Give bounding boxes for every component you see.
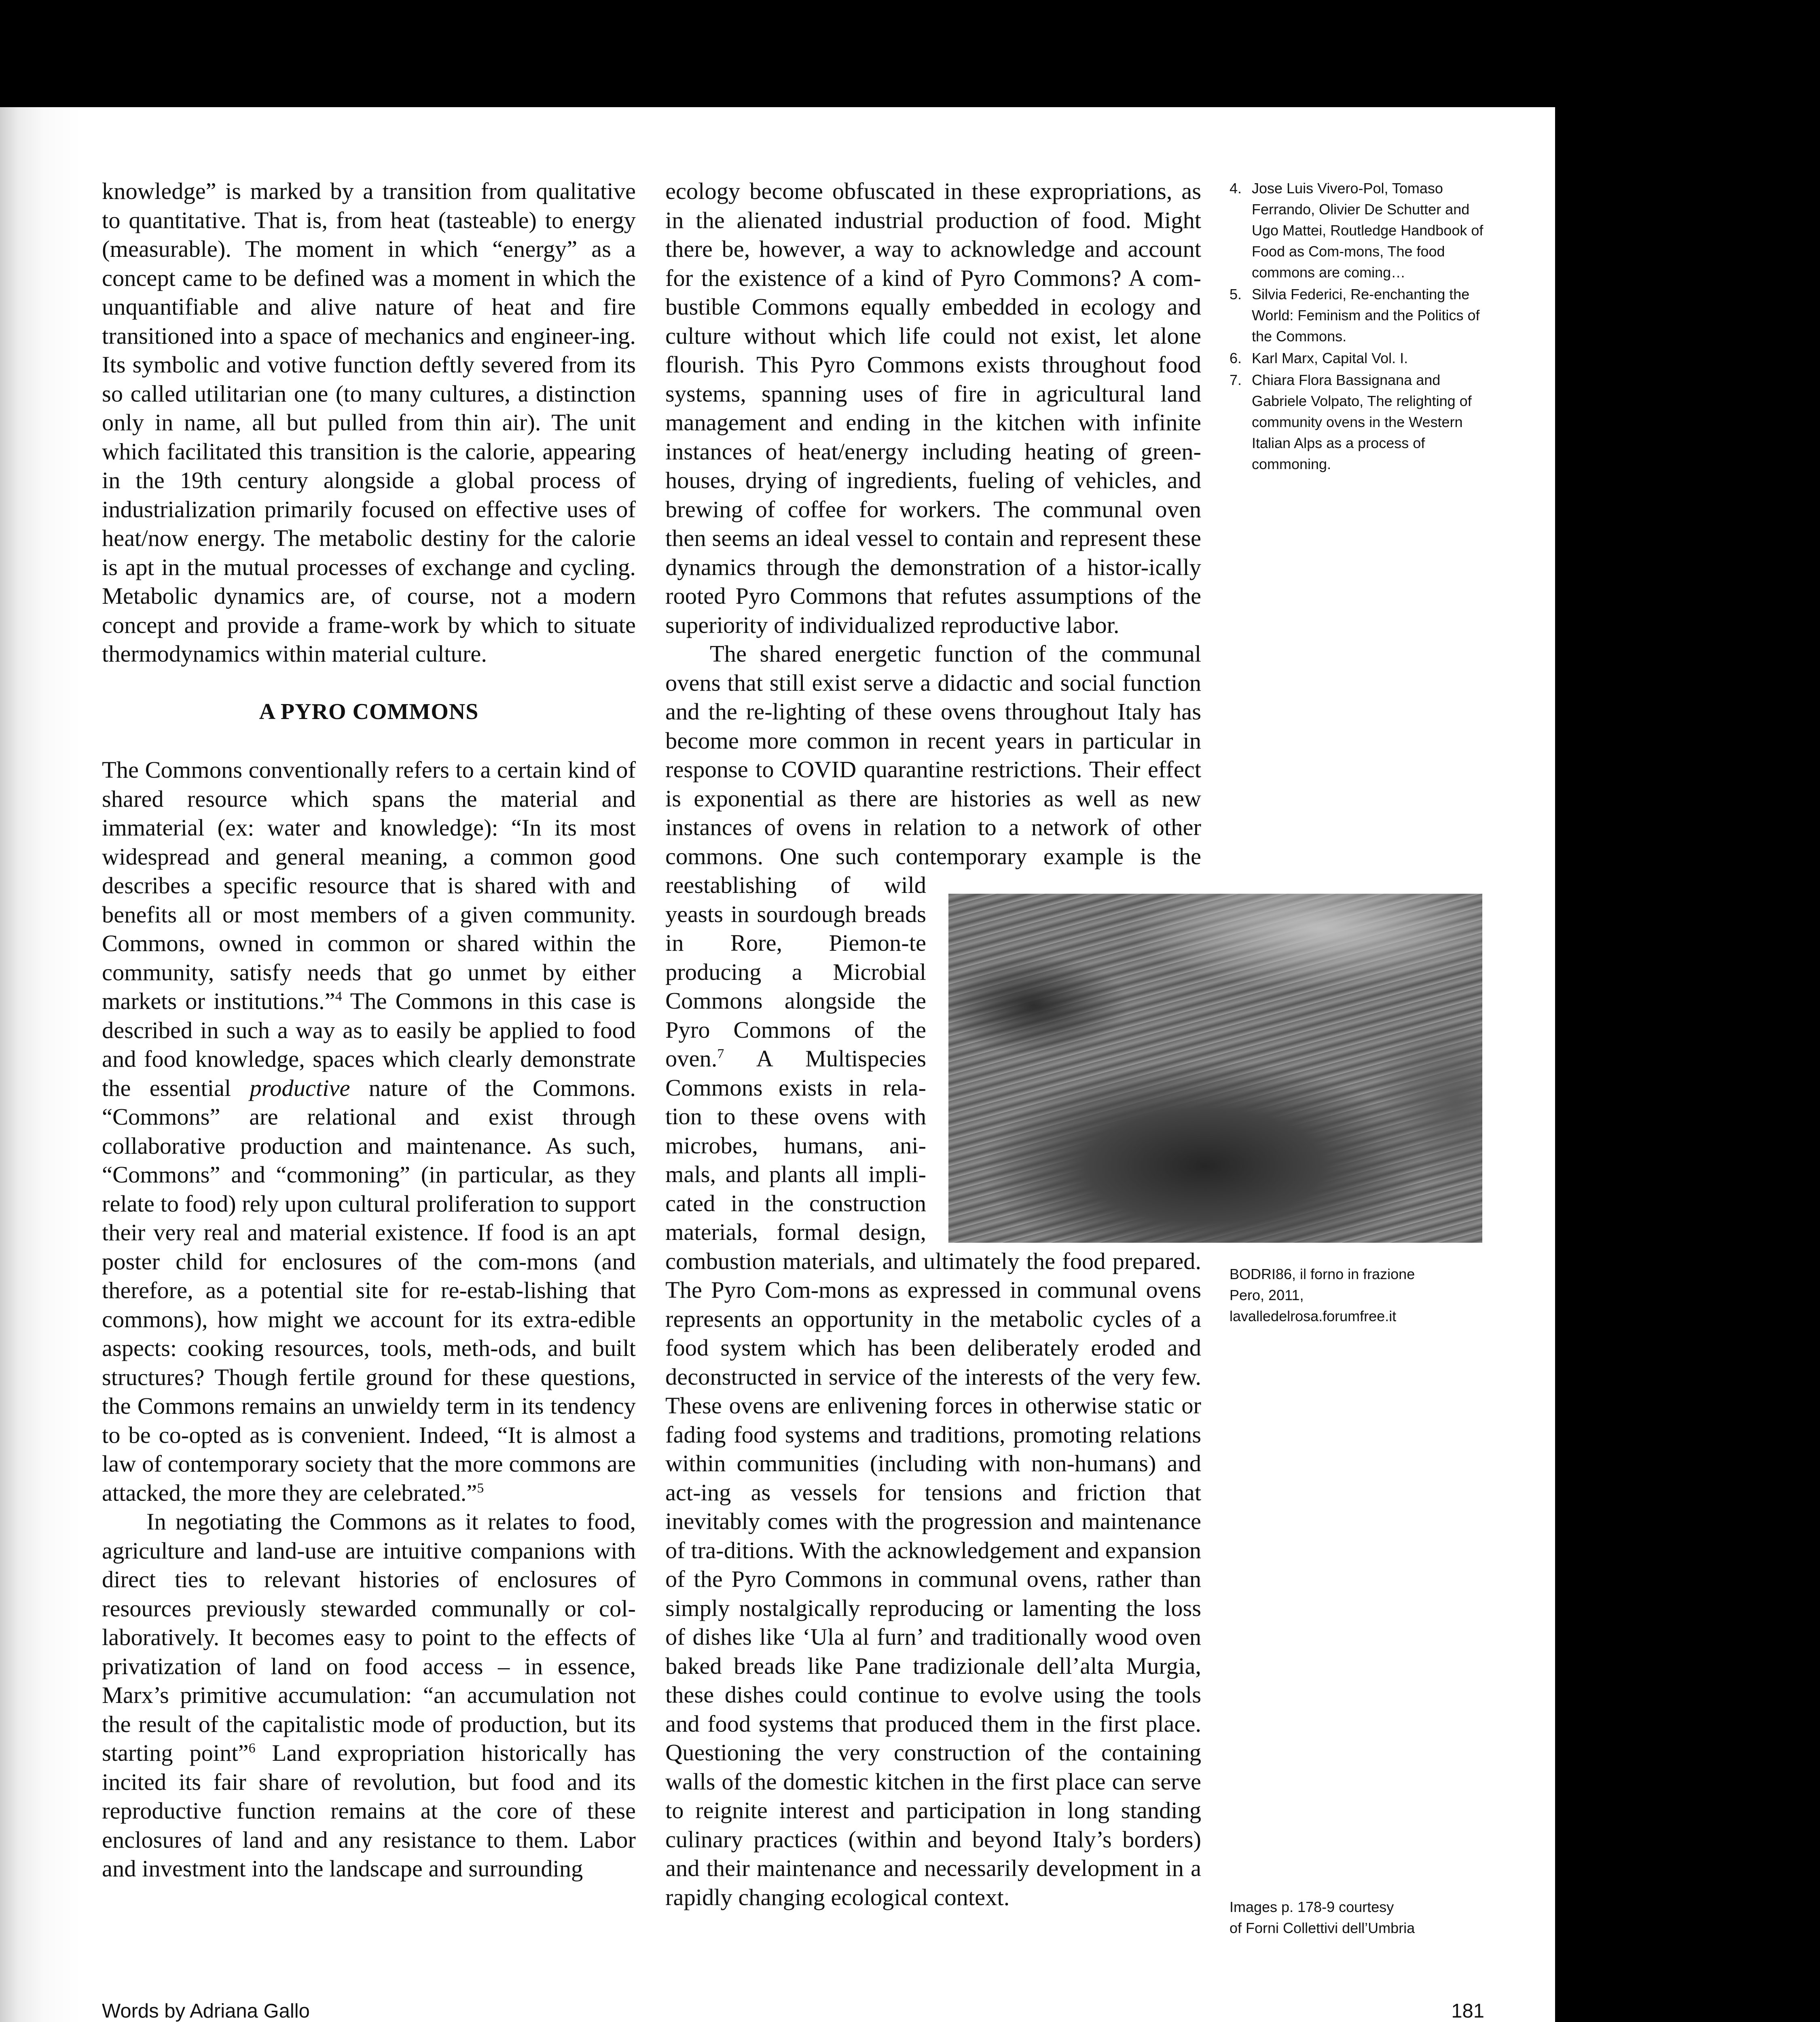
oven-interior-photo — [948, 894, 1482, 1243]
emphasis: productive — [250, 1074, 350, 1101]
footnote-item: 4. Jose Luis Vivero-Pol, Tomaso Ferrando, Olivier De Schutter and Ugo Mattei, Routledge Handbook of Food as Com-mons, The food commons are coming… — [1230, 180, 1484, 281]
footnote-item: 5. Silvia Federici, Re-enchanting the World: Feminism and the Politics of the Commons. — [1230, 286, 1480, 345]
photo-caption: BODRI86, il forno in frazione Pero, 2011, lavalledelrosa.forumfree.it — [1230, 1266, 1415, 1324]
paragraph: In negotiating the Commons as it relates to food, agriculture and land-use are intuitive companions with direct ties to relevant histories of enclosures of resources previously stewarded communally or col-laboratively. It becomes easy to point to the effects of privatization of land on food access – in essence, Marx’s primitive accumulation: “an accumulation not the result of the capitalistic mode of production, but its starting point”$^6$ Land expropriation historically has incited its fair share of revolution, but food and its reproductive function remains at the core of these enclosures of land and any resistance to them. Labor and investment into the landscape and surrounding — [102, 1508, 636, 1882]
section-heading: A PYRO COMMONS — [259, 699, 479, 724]
paragraph: ecology become obfuscated in these expropriations, as in the alienated industrial production of food. Might there be, however, a way to acknowledge and account for the existence of a kind of Pyro Commons? A com-bustible Commons equally embedded in ecology and culture without which life could not exist, let alone flourish. This Pyro Commons exists throughout food systems, spanning uses of fire in agricultural land management and ending in the kitchen with infinite instances of heat/energy including heating of green-houses, drying of ingredients, fueling of vehicles, and brewing of coffee for workers. The communal oven then seems an ideal vessel to contain and represent these dynamics through the demonstration of a histor-ically rooted Pyro Commons that refutes assumptions of the superiority of individualized reproductive labor. — [665, 178, 1201, 638]
footnote-item: 7. Chiara Flora Bassignana and Gabriele Volpato, The relighting of community ovens in the Western Italian Alps as a process of commoning. — [1230, 372, 1472, 472]
footnote-ref-6: 6 — [248, 1741, 256, 1756]
image-credit: Images p. 178-9 courtesy of Forni Collettivi dell’Umbria — [1230, 1899, 1415, 1936]
magazine-page — [0, 107, 1555, 2022]
body-column-left — [102, 177, 636, 1883]
page-number: 181 — [1451, 2000, 1484, 2022]
author-byline: Words by Adriana Gallo — [102, 2000, 310, 2022]
paragraph: The shared energetic function of the communal ovens that still exist serve a didactic and social function and the re-lighting of these ovens throughout Italy has become more common in recent years in particular in response to COVID quarantine restrictions. Their effect is exponential as there are histories as well as new instances of ovens in relation to a network of other commons. One such contemporary example is the reestablishing of wild yeasts in sourdough breads in Rore, Piemon-te producing a Microbial Commons alongside the Pyro Commons of the oven.$^7$ A Multispecies Commons exists in rela-tion to these ovens with microbes, humans, ani-mals, and plants all impli-cated in the construction materials, formal design, combustion materials, and ultimately the food prepared. The Pyro Com-mons as expressed in communal ovens represents an opportunity in the metabolic cycles of a food system which has been deliberately eroded and deconstructed in service of the interests of the very few. These ovens are enlivening forces in otherwise static or fading food systems and traditions, promoting relations within communities (including with non-humans) and act-ing as vessels for tensions and friction that inevitably comes with the progression and maintenance of tra-ditions. With the acknowledgement and expansion of the Pyro Commons in communal ovens, rather than simply nostalgically reproducing or lamenting the loss of dishes like ‘Ula al furn’ and traditionally wood oven baked breads like Pane tradizionale dell’alta Murgia, these dishes could continue to evolve using the tools and food systems that produced them in the first place. Questioning the very construction of the containing walls of the domestic kitchen in the first place can serve to reignite interest and participation in long standing culinary practices (within and beyond Italy’s borders) and their maintenance and necessarily development in a rapidly changing ecological context. — [665, 641, 1201, 1910]
paragraph: The Commons conventionally refers to a certain kind of shared resource which spans the material and immaterial (ex: water and knowledge): “In its most widespread and general meaning, a common good describes a specific resource that is shared with and benefits all or most members of a given community. Commons, owned in common or shared within the community, satisfy needs that go unmet by either markets or institutions.”$^4$ The Commons in this case is described in such a way as to easily be applied to food and food knowledge, spaces which clearly demonstrate the essential productive nature of the Commons. “Commons” are relational and exist through collaborative production and maintenance. As such, “Commons” and “commoning” (in particular, as they relate to food) rely upon cultural proliferation to support their very real and material existence. If food is an apt poster child for enclosures of the com-mons (and therefore, as a potential site for re-estab-lishing that commons), how might we account for its extra-edible aspects: cooking resources, tools, meth-ods, and built structures? Though fertile ground for these questions, the Commons remains an unwieldy term in its tendency to be co-opted as is convenient. Indeed, “It is almost a law of contemporary society that the more commons are attacked, the more they are celebrated.”$^5$ — [102, 757, 636, 1506]
paragraph: knowledge” is marked by a transition from qualitative to quantitative. That is, from heat (tasteable) to energy (measurable). The moment in which “energy” as a concept came to be defined was a moment in which the unquantifiable and alive nature of heat and fire transitioned into a space of mechanics and engineer-ing. Its symbolic and votive function deftly severed from its so called utilitarian one (to many cultures, a distinction only in name, all but pulled from thin air). The unit which facilitated this transition is the calorie, appearing in the 19th century alongside a global process of industrialization primarily focused on effective uses of heat/now energy. The metabolic destiny for the calorie is apt in the mutual processes of exchange and cycling. Metabolic dynamics are, of course, not a modern concept and provide a frame-work by which to situate thermodynamics within material culture. — [102, 178, 636, 667]
footnote-ref-7: 7 — [717, 1046, 724, 1062]
footnote-item: 6. Karl Marx, Capital Vol. I. — [1230, 350, 1408, 366]
footnote-ref-5: 5 — [477, 1481, 484, 1495]
footnote-ref-4: 4 — [335, 989, 342, 1004]
footnotes-list — [1230, 178, 1488, 476]
